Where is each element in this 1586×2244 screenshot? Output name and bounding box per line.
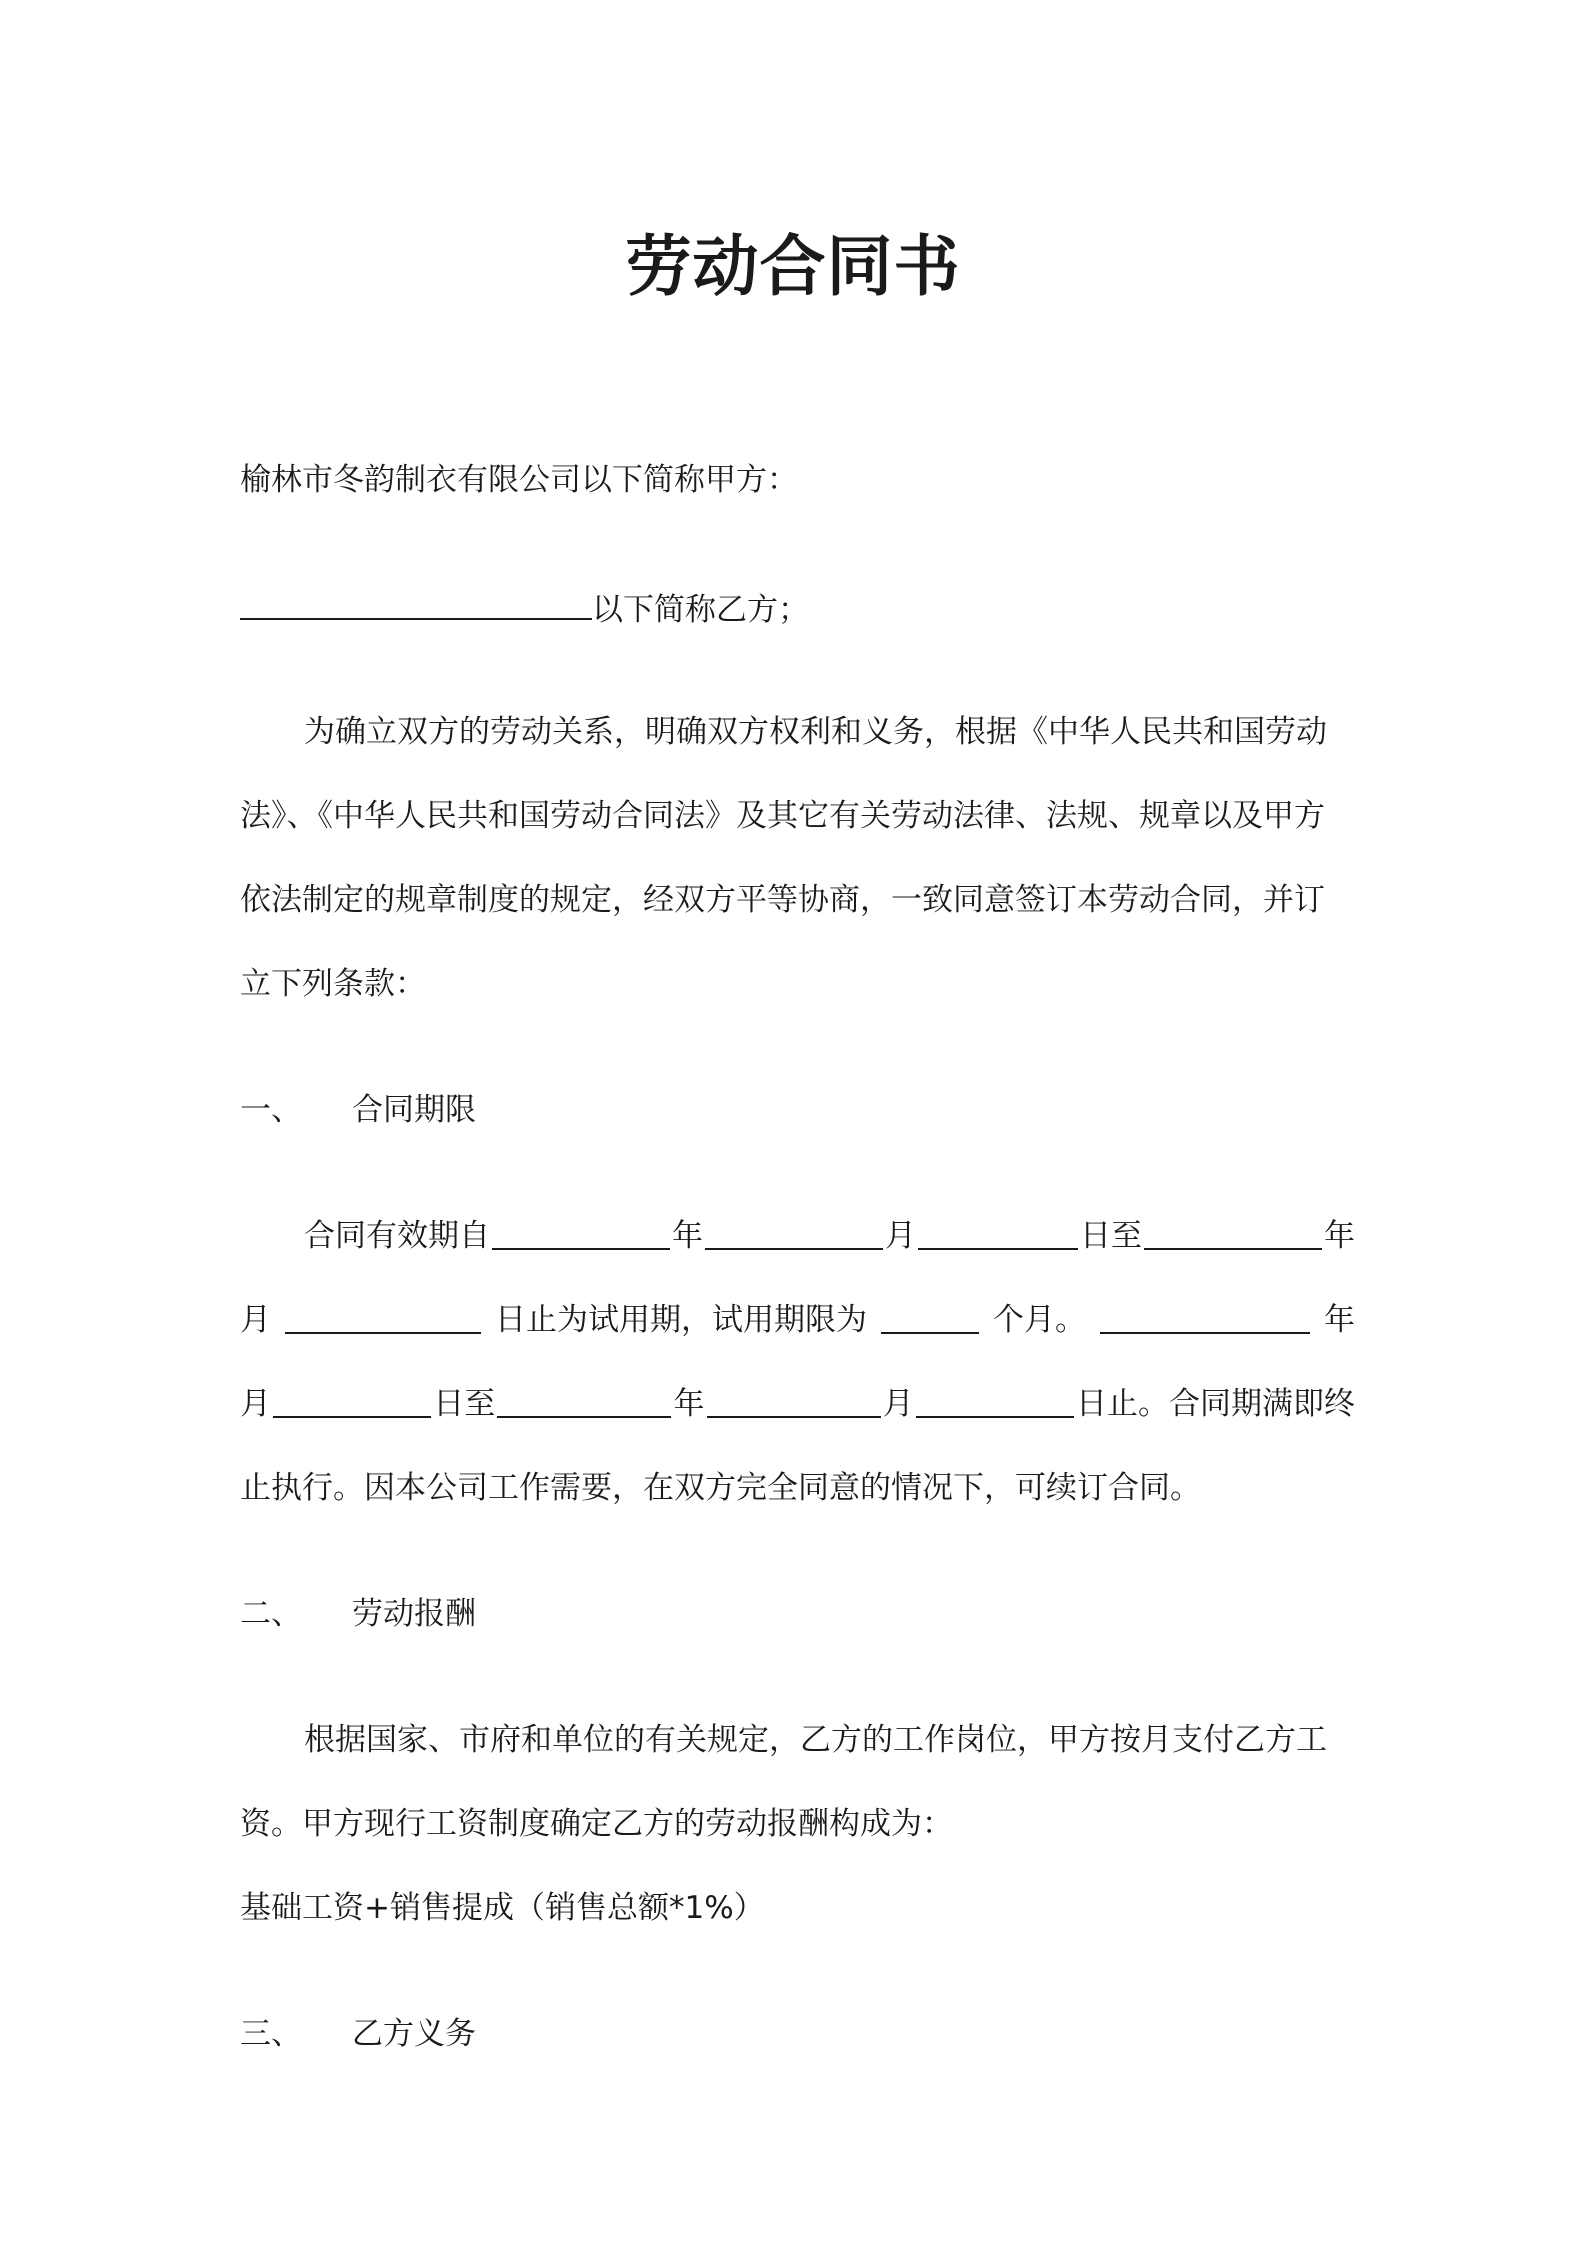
intro-line-4: 立下列条款： [240, 966, 426, 1002]
section-3-title: 乙方义务 [352, 2016, 476, 2052]
section-1-number: 一、 [240, 1092, 302, 1128]
term-prefix: 合同有效期自 [304, 1218, 490, 1254]
contract-start-month-blank[interactable] [273, 1382, 431, 1418]
contract-end-year-blank[interactable] [497, 1382, 671, 1418]
year-label: 年 [1324, 1302, 1355, 1338]
party-b-suffix: 以下简称乙方； [592, 592, 809, 628]
term-row-4: 止执行。因本公司工作需要，在双方完全同意的情况下，可续订合同。 [240, 1470, 1201, 1506]
year-label: 年 [672, 1218, 703, 1254]
term-row-2 [240, 1298, 1355, 1342]
section-1-heading [240, 1088, 1355, 1132]
party-a-line: 榆林市冬韵制衣有限公司以下简称甲方： [240, 462, 798, 498]
month-label: 月 [885, 1218, 916, 1254]
contract-start-year-blank[interactable] [1100, 1298, 1310, 1334]
party-b-blank[interactable] [240, 584, 592, 620]
probation-months-blank[interactable] [881, 1298, 979, 1334]
term-row-1 [240, 1214, 1355, 1258]
intro-line-1: 为确立双方的劳动关系，明确双方权利和义务，根据《中华人民共和国劳动 [304, 714, 1327, 750]
pay-line-1: 根据国家、市府和单位的有关规定，乙方的工作岗位，甲方按月支付乙方工 [304, 1722, 1327, 1758]
section-2-heading [240, 1592, 1355, 1636]
month-label: 月 [882, 1386, 914, 1422]
year-label: 年 [1324, 1218, 1355, 1254]
probation-label: 日止为试用期，试用期限为 [495, 1302, 867, 1338]
section-3-number: 三、 [240, 2016, 302, 2052]
start-day-blank[interactable] [918, 1214, 1078, 1250]
months-label: 个月。 [993, 1302, 1086, 1338]
month-label: 月 [240, 1302, 271, 1338]
start-month-blank[interactable] [705, 1214, 883, 1250]
pay-line-3: 基础工资+销售提成（销售总额*1%） [240, 1890, 765, 1926]
section-2-number: 二、 [240, 1596, 302, 1632]
term-row-3 [240, 1382, 1355, 1426]
pay-line-2: 资。甲方现行工资制度确定乙方的劳动报酬构成为： [240, 1806, 953, 1842]
day-to-label: 日至 [433, 1386, 496, 1422]
contract-end-day-blank[interactable] [916, 1382, 1074, 1418]
section-1-title: 合同期限 [352, 1092, 476, 1128]
intro-line-3: 依法制定的规章制度的规定，经双方平等协商，一致同意签订本劳动合同，并订 [240, 882, 1325, 918]
section-2-title: 劳动报酬 [352, 1596, 476, 1632]
start-year-blank[interactable] [492, 1214, 670, 1250]
month-label: 月 [240, 1386, 271, 1422]
party-b-line [240, 584, 1355, 632]
year-label: 年 [673, 1386, 705, 1422]
section-3-heading [240, 2012, 1355, 2056]
document-title: 劳动合同书 [625, 228, 961, 305]
probation-end-year-blank[interactable] [1144, 1214, 1322, 1250]
day-to-label: 日至 [1080, 1218, 1142, 1254]
term-end-label: 日止。合同期满即终 [1076, 1386, 1355, 1422]
contract-end-month-blank[interactable] [707, 1382, 881, 1418]
intro-line-2: 法》、《中华人民共和国劳动合同法》及其它有关劳动法律、法规、规章以及甲方 [240, 798, 1325, 834]
probation-end-month-blank[interactable] [285, 1298, 481, 1334]
